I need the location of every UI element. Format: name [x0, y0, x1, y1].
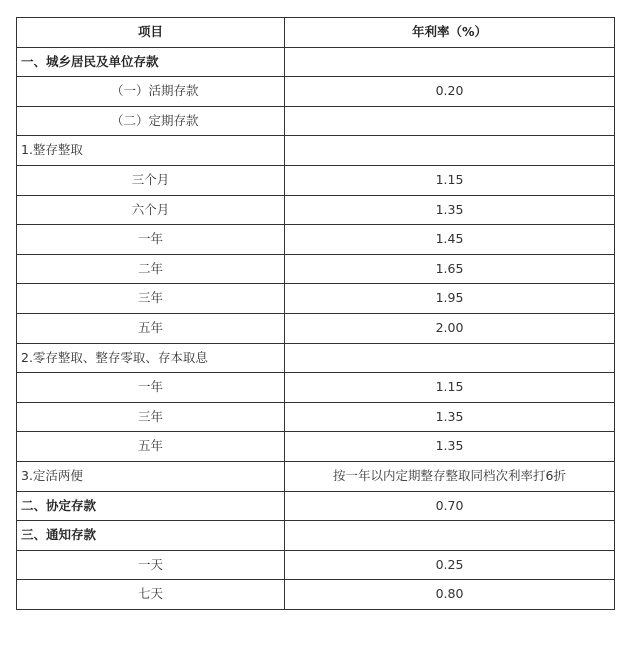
row-item-label: （二）定期存款 — [17, 106, 285, 136]
table-row — [17, 491, 615, 521]
row-item-label: 三、通知存款 — [17, 521, 285, 551]
table-row — [17, 580, 615, 610]
row-rate-value: 0.70 — [285, 491, 615, 521]
row-item-label: 三年 — [17, 402, 285, 432]
row-rate-value — [285, 521, 615, 551]
table-row — [17, 47, 615, 77]
row-item-label: 六个月 — [17, 195, 285, 225]
table-header-row — [17, 18, 615, 48]
row-item-label: 3.定活两便 — [17, 461, 285, 491]
table-row — [17, 313, 615, 343]
row-rate-value: 2.00 — [285, 313, 615, 343]
row-item-label: 一天 — [17, 550, 285, 580]
row-rate-value: 0.80 — [285, 580, 615, 610]
row-rate-value: 1.95 — [285, 284, 615, 314]
table-row — [17, 165, 615, 195]
row-rate-value: 1.35 — [285, 432, 615, 462]
row-rate-value: 按一年以内定期整存整取同档次利率打6折 — [285, 461, 615, 491]
table-row — [17, 254, 615, 284]
row-rate-value — [285, 106, 615, 136]
row-rate-value: 1.15 — [285, 373, 615, 403]
row-item-label: 二、协定存款 — [17, 491, 285, 521]
row-item-label: 三年 — [17, 284, 285, 314]
row-item-label: 五年 — [17, 313, 285, 343]
table-row — [17, 225, 615, 255]
table-row — [17, 195, 615, 225]
row-item-label: 2.零存整取、整存零取、存本取息 — [17, 343, 285, 373]
header-annual-rate: 年利率（%） — [285, 18, 615, 48]
header-item: 项目 — [17, 18, 285, 48]
row-item-label: 五年 — [17, 432, 285, 462]
row-item-label: 三个月 — [17, 165, 285, 195]
table-row — [17, 106, 615, 136]
table-row — [17, 461, 615, 491]
row-item-label: 一年 — [17, 373, 285, 403]
table-row — [17, 402, 615, 432]
row-rate-value: 1.65 — [285, 254, 615, 284]
row-item-label: 1.整存整取 — [17, 136, 285, 166]
row-rate-value: 1.45 — [285, 225, 615, 255]
row-rate-value: 1.35 — [285, 402, 615, 432]
row-rate-value: 0.20 — [285, 77, 615, 107]
row-item-label: 一年 — [17, 225, 285, 255]
table-row — [17, 521, 615, 551]
row-rate-value: 1.15 — [285, 165, 615, 195]
row-item-label: 七天 — [17, 580, 285, 610]
table-row — [17, 343, 615, 373]
table-row — [17, 550, 615, 580]
deposit-rate-table — [16, 17, 615, 610]
row-rate-value — [285, 343, 615, 373]
table-row — [17, 432, 615, 462]
table-row — [17, 284, 615, 314]
row-item-label: （一）活期存款 — [17, 77, 285, 107]
table-row — [17, 77, 615, 107]
row-item-label: 一、城乡居民及单位存款 — [17, 47, 285, 77]
row-rate-value — [285, 47, 615, 77]
table-row — [17, 136, 615, 166]
table-row — [17, 373, 615, 403]
row-item-label: 二年 — [17, 254, 285, 284]
row-rate-value: 1.35 — [285, 195, 615, 225]
row-rate-value — [285, 136, 615, 166]
table-body — [17, 47, 615, 609]
row-rate-value: 0.25 — [285, 550, 615, 580]
